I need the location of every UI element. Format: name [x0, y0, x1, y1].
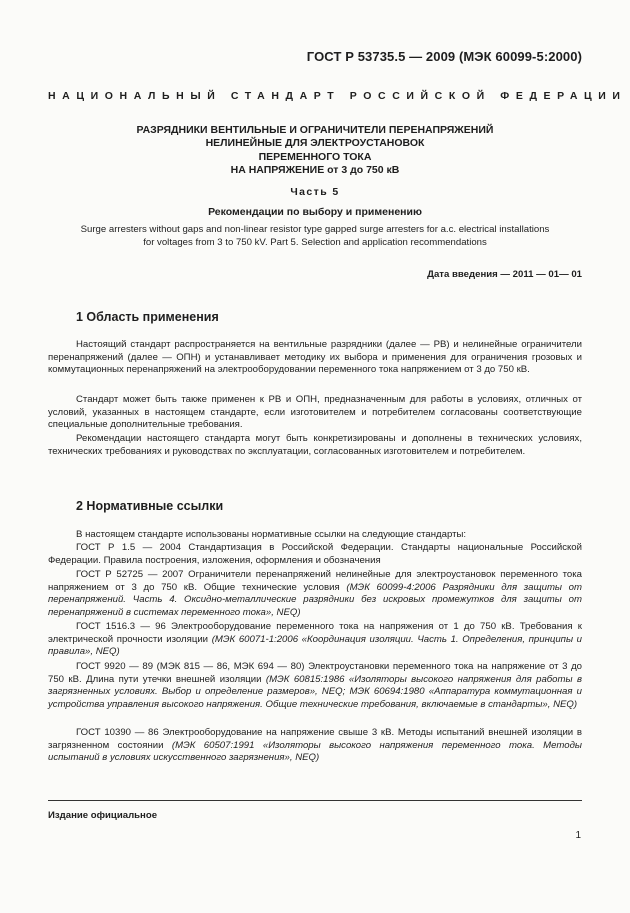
reference-text: ГОСТ Р 1.5 — 2004 Стандартизация в Российской Федерации. Стандарты национальные Российской Федерации. Правила построения, изложения, оформления и обозначения [48, 542, 582, 566]
section-1-paragraph: Рекомендации настоящего стандарта могут быть конкретизированы и дополнены в технических условиях, технических требованиях и руководствах по эксплуатации, согласованных изготовителем и потребителем. [48, 433, 582, 457]
document-code: ГОСТ Р 53735.5 — 2009 (МЭК 60099-5:2000) [306, 49, 582, 64]
standard-title [48, 124, 582, 177]
english-title-line-2: for voltages from 3 to 750 kV. Part 5. Selection and application recommendations [143, 236, 487, 248]
normative-reference [48, 661, 582, 712]
title-line-3: ПЕРЕМЕННОГО ТОКА [258, 150, 372, 163]
edition-label: Издание официальное [48, 810, 158, 821]
normative-reference [48, 621, 582, 659]
section-2-intro: В настоящем стандарте использованы нормативные ссылки на следующие стандарты: [76, 529, 467, 540]
reference-text: ГОСТ Р 52725 — 2007 Ограничители перенапряжений нелинейные для электроустановок переменного тока напряжением от 3 до 750 кВ. Общие технические условия [48, 569, 582, 593]
part-label: Часть 5 [290, 186, 340, 198]
english-title [48, 224, 582, 249]
standard-subtitle: Рекомендации по выбору и применению [208, 206, 422, 218]
reference-text: ГОСТ 9920 — 89 (МЭК 815 — 86, МЭК 694 — 80) Электроустановки переменного тока на напряжение от 3 до 750 кВ. Длина пути утечки внешней изоляции [48, 661, 582, 685]
reference-note: (МЭК 60071-1:2006 «Координация изоляции. Часть 1. Определения, принципы и правила», NEQ) [48, 633, 582, 658]
title-line-2: НЕЛИНЕЙНЫЕ ДЛЯ ЭЛЕКТРОУСТАНОВОК [205, 137, 425, 150]
reference-note: (МЭК 60815:1986 «Изоляторы высокого напряжения для работы в загрязненных условиях. Выбор и определение размеров», NEQ; МЭК 60694:1980 «Аппаратура коммутационная и устройства управления высокого напряжения. Общие технические требования, включаемые в стандарты», NEQ) [48, 673, 582, 711]
normative-reference [48, 569, 582, 620]
section-1-heading: 1 Область применения [76, 310, 219, 324]
normative-reference [48, 542, 582, 567]
reference-text: ГОСТ 10390 — 86 Электрооборудование на напряжение свыше 3 кВ. Методы испытаний внешней изоляции в загрязненном состоянии [48, 727, 582, 751]
title-line-4: НА НАПРЯЖЕНИЕ от 3 до 750 кВ [230, 163, 400, 176]
section-1-paragraph: Настоящий стандарт распространяется на вентильные разрядники (далее — РВ) и нелинейные ограничители перенапряжений (далее — ОПН) и устанавливает методику их выбора и применения для ограничения грозовых и коммутационных перенапряжений на электрооборудовании переменного тока напряжением от 3 до 750 кВ. [48, 339, 582, 376]
national-standard-banner: НАЦИОНАЛЬНЫЙ СТАНДАРТ РОССИЙСКОЙ ФЕДЕРАЦИИ [48, 90, 627, 102]
introduction-date: Дата введения — 2011 — 01— 01 [427, 269, 582, 280]
section-1-paragraph: Стандарт может быть также применен к РВ и ОПН, предназначенным для работы в условиях, отличных от условий, указанных в настоящем стандарте, если изготовителем и потребителем согласованы соответствующие специальные дополнительные требования. [48, 394, 582, 431]
footer-divider [48, 800, 582, 801]
reference-note: (МЭК 60099-4:2006 Разрядники для защиты от перенапряжений. Часть 4. Оксидно-металлические разрядники без искровых промежутков для защиты от перенапряжений в системах переменного тока», NEQ) [48, 581, 582, 619]
title-line-1: РАЗРЯДНИКИ ВЕНТИЛЬНЫЕ И ОГРАНИЧИТЕЛИ ПЕРЕНАПРЯЖЕНИЙ [136, 124, 494, 136]
reference-text: ГОСТ 1516.3 — 96 Электрооборудование переменного тока на напряжения от 1 до 750 кВ. Требования к электрической прочности изоляции [48, 621, 582, 645]
reference-note: (МЭК 60507:1991 «Изоляторы высокого напряжения переменного тока. Методы испытаний в условиях искусственного загрязнения», NEQ) [48, 739, 582, 764]
page-number: 1 [575, 830, 581, 841]
normative-reference [48, 727, 582, 765]
section-2-heading: 2 Нормативные ссылки [76, 499, 224, 513]
english-title-line-1: Surge arresters without gaps and non-linear resistor type gapped surge arresters for a.c. electrical installations [80, 224, 550, 235]
